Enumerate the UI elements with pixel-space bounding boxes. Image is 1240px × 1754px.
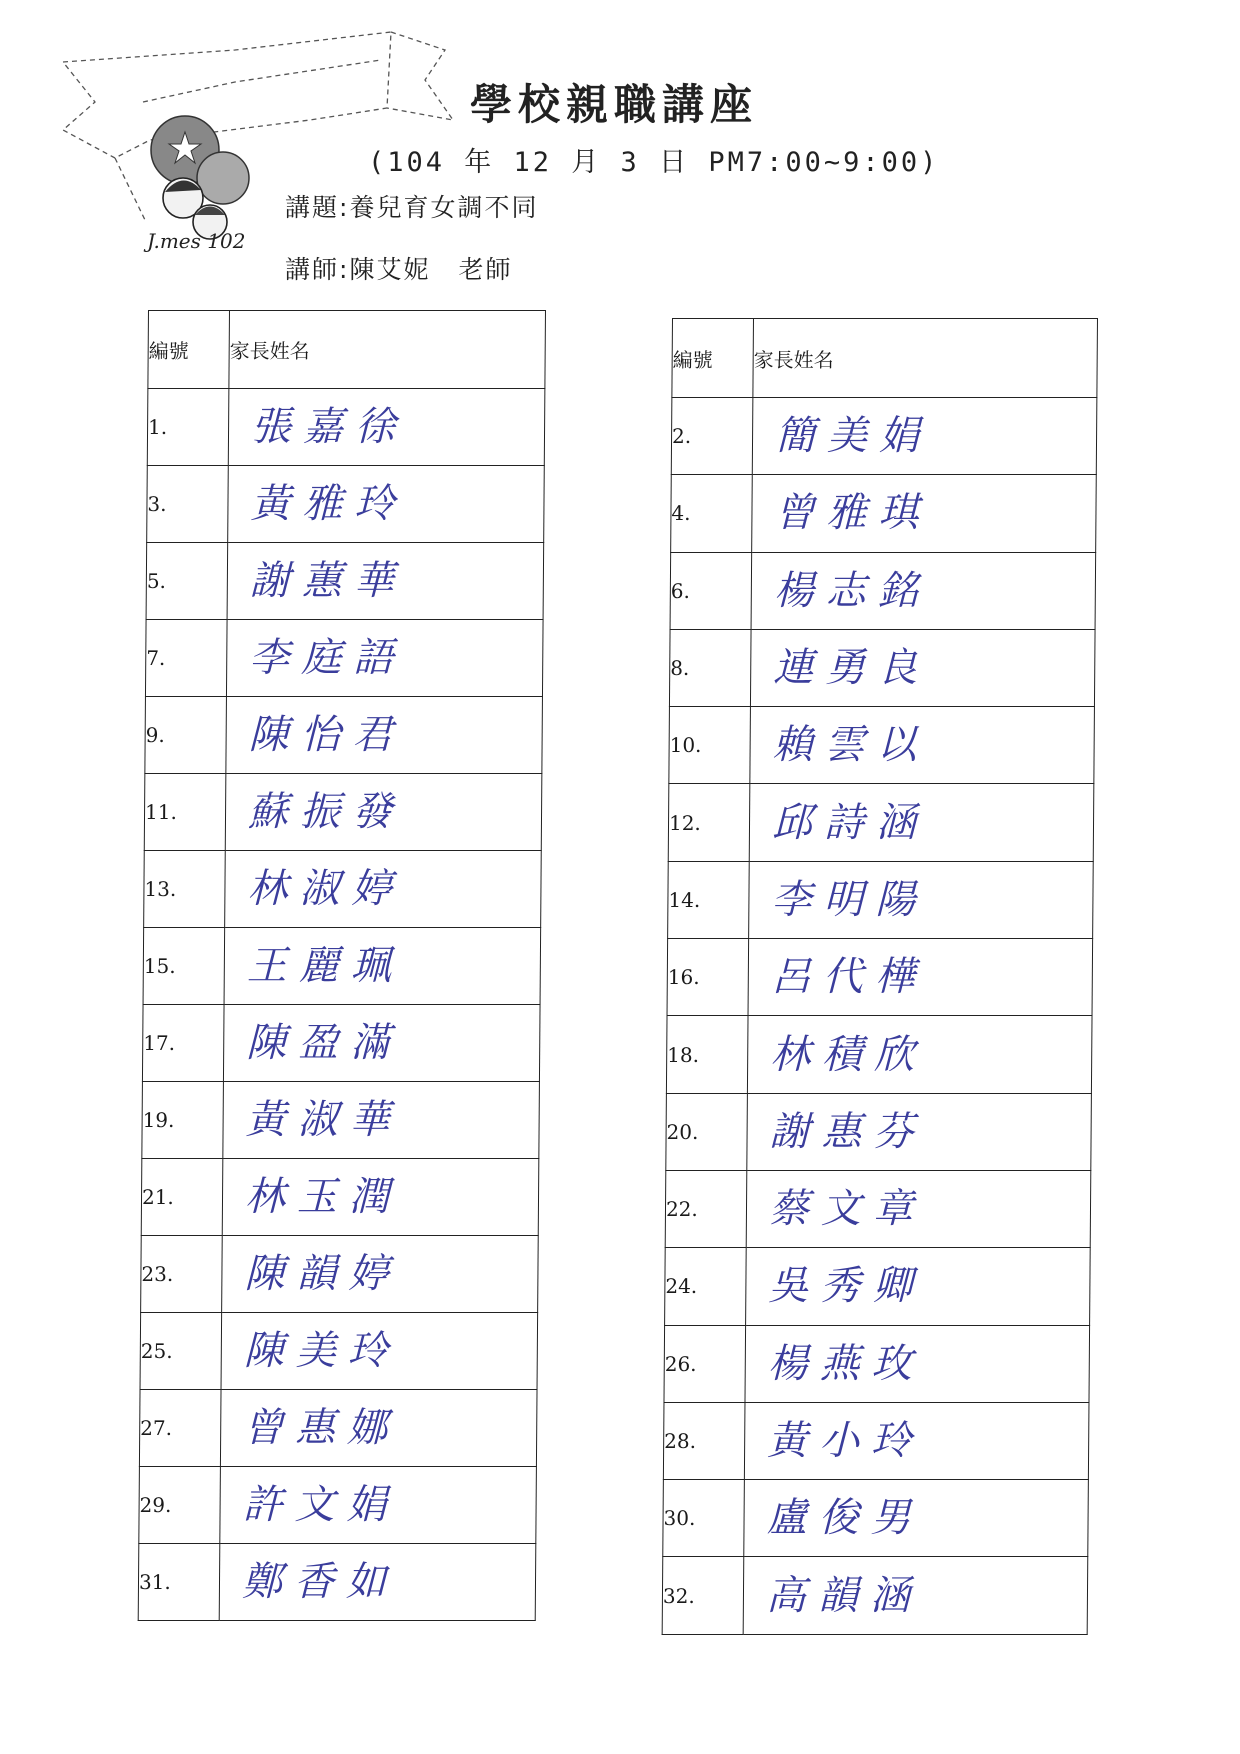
header-name: 家長姓名 <box>753 319 1098 398</box>
table-row <box>141 1159 539 1236</box>
topic-line <box>285 188 538 224</box>
row-number: 27. <box>139 1390 221 1467</box>
page-title: 學校親職講座 <box>470 80 759 129</box>
signature-cell <box>228 466 545 543</box>
row-number: 20. <box>666 1093 748 1170</box>
parent-signature: 張嘉徐 <box>250 404 408 450</box>
parent-signature: 陳韻婷 <box>244 1251 401 1297</box>
right-rows-body <box>662 398 1097 1635</box>
row-number: 23. <box>141 1236 223 1313</box>
topic-label: 講題: <box>285 193 350 222</box>
signature-cell <box>747 1016 1092 1093</box>
parent-signature: 曾惠娜 <box>243 1405 400 1451</box>
table-row <box>144 851 542 928</box>
signature-cell <box>743 1557 1088 1634</box>
signature-cell <box>749 784 1094 861</box>
parent-signature: 蘇振發 <box>247 789 405 835</box>
row-number: 10. <box>669 707 751 784</box>
signature-cell <box>219 1544 536 1621</box>
row-number: 30. <box>663 1480 745 1557</box>
table-row <box>669 629 1095 706</box>
signature-cell <box>221 1313 538 1390</box>
signature-cell <box>223 1082 540 1159</box>
parent-signature: 黃小玲 <box>766 1418 924 1464</box>
table-row <box>668 784 1094 861</box>
signature-cell <box>228 389 545 466</box>
signature-cell <box>744 1402 1089 1479</box>
row-number: 31. <box>138 1544 220 1621</box>
row-number: 28. <box>663 1402 745 1479</box>
parent-signature: 蔡文章 <box>768 1186 926 1233</box>
signature-cell <box>746 1248 1091 1325</box>
table-row <box>669 707 1095 784</box>
table-row <box>142 1082 540 1159</box>
header-number: 編號 <box>672 319 754 398</box>
signature-cell <box>225 851 542 928</box>
parent-signature: 李庭語 <box>249 635 406 681</box>
row-number: 7. <box>145 620 227 697</box>
row-number: 16. <box>667 939 749 1016</box>
table-row <box>667 939 1093 1016</box>
row-number: 11. <box>144 774 226 851</box>
signature-cell <box>752 398 1097 475</box>
signature-cell <box>225 774 542 851</box>
signature-cell <box>222 1236 539 1313</box>
parent-signature: 簡美娟 <box>774 413 932 460</box>
table-row <box>141 1236 539 1313</box>
signature-cell <box>750 707 1095 784</box>
table-row <box>663 1402 1089 1479</box>
parent-signature: 楊燕玫 <box>767 1340 924 1387</box>
table-row <box>143 928 541 1005</box>
table-row <box>668 861 1094 938</box>
signature-cell <box>744 1480 1089 1557</box>
table-row <box>140 1313 538 1390</box>
table-row <box>144 774 542 851</box>
row-number: 12. <box>668 784 750 861</box>
signature-cell <box>746 1170 1091 1247</box>
parent-signature: 盧俊男 <box>766 1495 923 1542</box>
header-number: 編號 <box>148 311 230 389</box>
row-number: 15. <box>143 928 225 1005</box>
signature-cell <box>745 1325 1090 1402</box>
row-number: 25. <box>140 1313 222 1390</box>
table-row <box>145 620 543 697</box>
table-row <box>666 1093 1092 1170</box>
table-row <box>666 1016 1092 1093</box>
parent-signature: 邱詩涵 <box>771 799 929 846</box>
parent-signature: 林積欣 <box>770 1031 927 1078</box>
logo-text: J.mes 102 <box>147 229 246 253</box>
parent-signature: 賴雲以 <box>772 722 929 769</box>
row-number: 2. <box>671 398 753 475</box>
parent-signature: 吳秀卿 <box>768 1263 925 1310</box>
signature-cell <box>752 475 1097 552</box>
row-number: 8. <box>669 629 751 706</box>
row-number: 29. <box>139 1467 221 1544</box>
table-row <box>138 1544 536 1621</box>
table-row <box>139 1467 537 1544</box>
table-row <box>142 1005 540 1082</box>
table-row <box>146 543 544 620</box>
table-row <box>663 1480 1089 1557</box>
table-row <box>665 1248 1091 1325</box>
row-number: 19. <box>142 1082 224 1159</box>
parent-signature: 高韻涵 <box>765 1572 923 1619</box>
table-row <box>665 1170 1091 1247</box>
signature-cell <box>750 629 1095 706</box>
row-number: 4. <box>671 475 753 552</box>
parent-signature: 林玉潤 <box>244 1174 402 1220</box>
signature-cell <box>223 1005 540 1082</box>
parent-signature: 李明陽 <box>771 876 928 923</box>
row-number: 32. <box>662 1557 744 1634</box>
speaker-label: 講師: <box>285 255 350 284</box>
row-number: 24. <box>665 1248 747 1325</box>
event-date: (104 年 12 月 3 日 PM7:00~9:00) <box>368 147 940 178</box>
signature-cell <box>224 928 541 1005</box>
table-row <box>670 552 1096 629</box>
row-number: 13. <box>144 851 226 928</box>
table-row <box>147 466 545 543</box>
row-number: 26. <box>664 1325 746 1402</box>
signature-cell <box>227 543 544 620</box>
table-row <box>671 398 1097 475</box>
signature-cell <box>222 1159 539 1236</box>
row-number: 5. <box>146 543 228 620</box>
signature-cell <box>751 552 1096 629</box>
table-row <box>671 475 1097 552</box>
signature-cell <box>220 1467 537 1544</box>
speaker-name: 陳艾妮 <box>349 255 431 284</box>
row-number: 21. <box>141 1159 223 1236</box>
header-name: 家長姓名 <box>229 311 546 389</box>
speaker-title: 老師 <box>458 255 513 284</box>
parent-signature: 黃淑華 <box>245 1097 402 1143</box>
signature-cell <box>748 939 1093 1016</box>
row-number: 18. <box>666 1016 748 1093</box>
parent-signature: 林淑婷 <box>247 866 404 912</box>
topic-value: 養兒育女調不同 <box>349 193 539 222</box>
parent-signature: 陳怡君 <box>248 712 405 758</box>
row-number: 17. <box>142 1005 224 1082</box>
row-number: 22. <box>665 1170 747 1247</box>
parent-signature: 謝惠芬 <box>769 1108 926 1155</box>
parent-signature: 謝蕙華 <box>249 558 407 604</box>
attendance-table-left <box>138 310 546 1621</box>
parent-signature: 許文娟 <box>242 1482 399 1528</box>
parent-signature: 楊志銘 <box>773 567 931 614</box>
table-row <box>145 697 543 774</box>
signature-cell <box>220 1390 537 1467</box>
attendance-table-right <box>662 318 1098 1635</box>
parent-signature: 曾雅琪 <box>774 490 931 537</box>
parent-signature: 黃雅玲 <box>250 481 407 527</box>
row-number: 14. <box>668 861 750 938</box>
row-number: 3. <box>147 466 229 543</box>
table-row <box>147 389 545 466</box>
parent-signature: 陳美玲 <box>243 1328 401 1374</box>
table-row <box>662 1557 1088 1634</box>
parent-signature: 鄭香如 <box>241 1559 399 1605</box>
parent-signature: 陳盈滿 <box>246 1020 403 1066</box>
left-rows-body <box>138 389 545 1621</box>
table-row <box>664 1325 1090 1402</box>
table-row <box>139 1390 537 1467</box>
signature-cell <box>747 1093 1092 1170</box>
signature-cell <box>226 620 543 697</box>
row-number: 6. <box>670 552 752 629</box>
parent-signature: 王麗珮 <box>246 943 404 989</box>
row-number: 1. <box>147 389 229 466</box>
parent-signature: 連勇良 <box>773 645 930 692</box>
row-number: 9. <box>145 697 227 774</box>
signature-cell <box>749 861 1094 938</box>
signature-cell <box>226 697 543 774</box>
speaker-line <box>285 250 512 286</box>
parent-signature: 呂代樺 <box>770 954 928 1001</box>
